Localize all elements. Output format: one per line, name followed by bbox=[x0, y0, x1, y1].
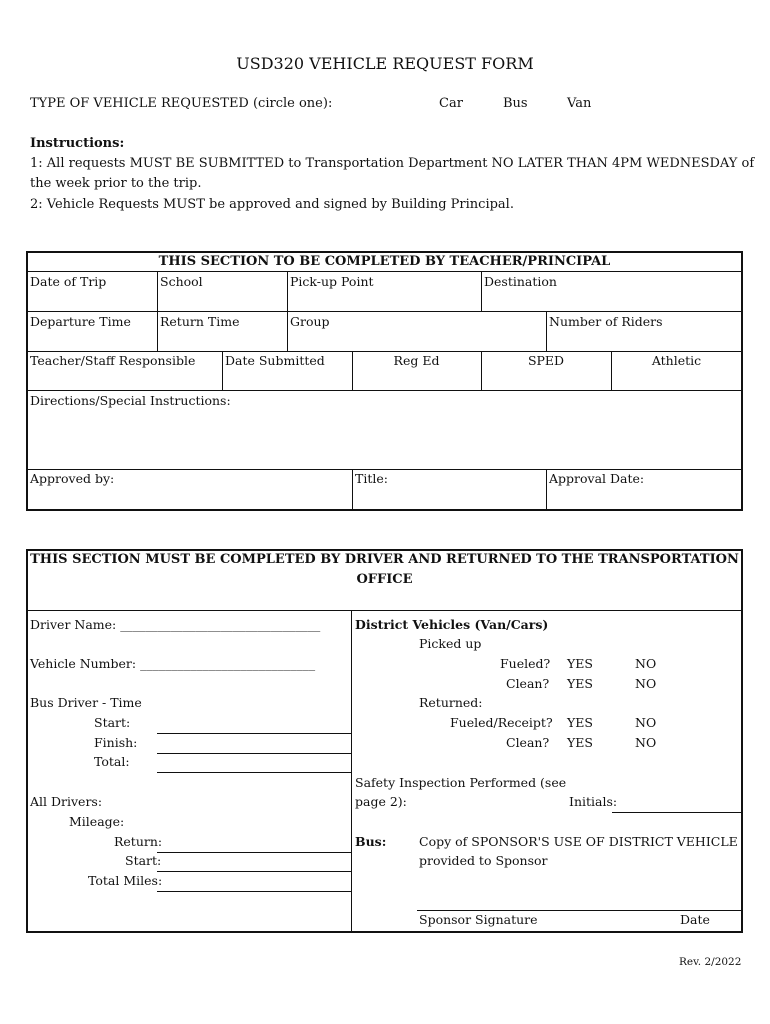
return-mileage-line[interactable] bbox=[157, 852, 351, 853]
instruction-2: 2: Vehicle Requests MUST be approved and signed by Building Principal. bbox=[30, 197, 514, 212]
receipt-yes-option[interactable]: YES bbox=[567, 715, 593, 730]
approved-by-field[interactable]: Approved by: bbox=[30, 471, 115, 486]
return-time-field[interactable]: Return Time bbox=[160, 314, 240, 329]
teacher-section-header: THIS SECTION TO BE COMPLETED BY TEACHER/PRINCIPAL bbox=[158, 254, 611, 269]
driver-section-header-2: OFFICE bbox=[356, 572, 413, 587]
instruction-1a: 1: All requests MUST BE SUBMITTED to Transportation Department NO LATER THAN 4PM WEDNESDAY of bbox=[30, 156, 755, 171]
sponsor-date-label: Date bbox=[680, 912, 710, 927]
initials-label: Initials: bbox=[569, 794, 618, 809]
sponsor-copy-line-1: Copy of SPONSOR'S USE OF DISTRICT VEHICLE bbox=[419, 834, 738, 849]
clean-yes-option[interactable]: YES bbox=[567, 676, 593, 691]
total-time-line[interactable] bbox=[157, 772, 351, 773]
safety-inspection-label-2: page 2): bbox=[355, 794, 407, 809]
start-mileage-line[interactable] bbox=[157, 871, 351, 872]
start-time-label: Start: bbox=[94, 715, 131, 730]
sponsor-copy-line-2: provided to Sponsor bbox=[419, 853, 548, 868]
mileage-label: Mileage: bbox=[69, 814, 125, 829]
returned-clean-yes-option[interactable]: YES bbox=[567, 735, 593, 750]
finish-time-line[interactable] bbox=[157, 753, 351, 754]
all-drivers-label: All Drivers: bbox=[30, 794, 103, 809]
approval-date-field[interactable]: Approval Date: bbox=[549, 471, 645, 486]
receipt-no-option[interactable]: NO bbox=[635, 715, 657, 730]
safety-inspection-label-1: Safety Inspection Performed (see bbox=[355, 775, 567, 790]
total-miles-line[interactable] bbox=[157, 891, 351, 892]
fueled-no-option[interactable]: NO bbox=[635, 656, 657, 671]
returned-label: Returned: bbox=[419, 695, 483, 710]
pickup-point-field[interactable]: Pick-up Point bbox=[290, 274, 374, 289]
sped-option[interactable]: SPED bbox=[527, 353, 565, 368]
total-miles-label: Total Miles: bbox=[88, 873, 163, 888]
date-of-trip-field[interactable]: Date of Trip bbox=[30, 274, 107, 289]
vehicle-option-bus[interactable]: Bus bbox=[503, 96, 528, 111]
clean-label: Clean? bbox=[506, 676, 550, 691]
vehicle-number-field[interactable]: Vehicle Number: ____________________________ bbox=[30, 656, 316, 671]
school-field[interactable]: School bbox=[160, 274, 203, 289]
reg-ed-option[interactable]: Reg Ed bbox=[393, 353, 440, 368]
driver-name-field[interactable]: Driver Name: ________________________________ bbox=[30, 617, 321, 632]
bus-driver-time-label: Bus Driver - Time bbox=[30, 695, 142, 710]
initials-line[interactable] bbox=[612, 812, 741, 813]
start-time-line[interactable] bbox=[157, 733, 351, 734]
picked-up-label: Picked up bbox=[419, 636, 482, 651]
athletic-option[interactable]: Athletic bbox=[651, 353, 702, 368]
returned-clean-label: Clean? bbox=[506, 735, 550, 750]
finish-time-label: Finish: bbox=[94, 735, 138, 750]
total-time-label: Total: bbox=[94, 754, 130, 769]
vehicle-type-label: TYPE OF VEHICLE REQUESTED (circle one): bbox=[30, 96, 333, 111]
start-mileage-label: Start: bbox=[125, 853, 162, 868]
vehicle-option-van[interactable]: Van bbox=[567, 96, 592, 111]
title-field[interactable]: Title: bbox=[355, 471, 388, 486]
returned-clean-no-option[interactable]: NO bbox=[635, 735, 657, 750]
fueled-receipt-label: Fueled/Receipt? bbox=[450, 715, 553, 730]
bus-label: Bus: bbox=[355, 834, 387, 849]
fueled-label: Fueled? bbox=[500, 656, 551, 671]
instructions-heading: Instructions: bbox=[30, 136, 125, 151]
departure-time-field[interactable]: Departure Time bbox=[30, 314, 131, 329]
teacher-staff-field[interactable]: Teacher/Staff Responsible bbox=[30, 353, 196, 368]
driver-section-header-1: THIS SECTION MUST BE COMPLETED BY DRIVER AND RETURNED TO THE TRANSPORTATION bbox=[30, 552, 739, 567]
district-vehicles-label: District Vehicles (Van/Cars) bbox=[355, 617, 549, 632]
date-submitted-field[interactable]: Date Submitted bbox=[225, 353, 325, 368]
clean-no-option[interactable]: NO bbox=[635, 676, 657, 691]
destination-field[interactable]: Destination bbox=[484, 274, 557, 289]
return-mileage-label: Return: bbox=[114, 834, 163, 849]
sponsor-signature-line[interactable] bbox=[417, 910, 741, 911]
revision-label: Rev. 2/2022 bbox=[679, 956, 742, 968]
number-of-riders-field[interactable]: Number of Riders bbox=[549, 314, 663, 329]
instruction-1b: the week prior to the trip. bbox=[30, 176, 202, 191]
form-title: USD320 VEHICLE REQUEST FORM bbox=[236, 54, 534, 73]
fueled-yes-option[interactable]: YES bbox=[567, 656, 593, 671]
directions-field[interactable]: Directions/Special Instructions: bbox=[30, 393, 231, 408]
vehicle-option-car[interactable]: Car bbox=[439, 96, 463, 111]
group-field[interactable]: Group bbox=[290, 314, 330, 329]
sponsor-signature-label: Sponsor Signature bbox=[419, 912, 538, 927]
